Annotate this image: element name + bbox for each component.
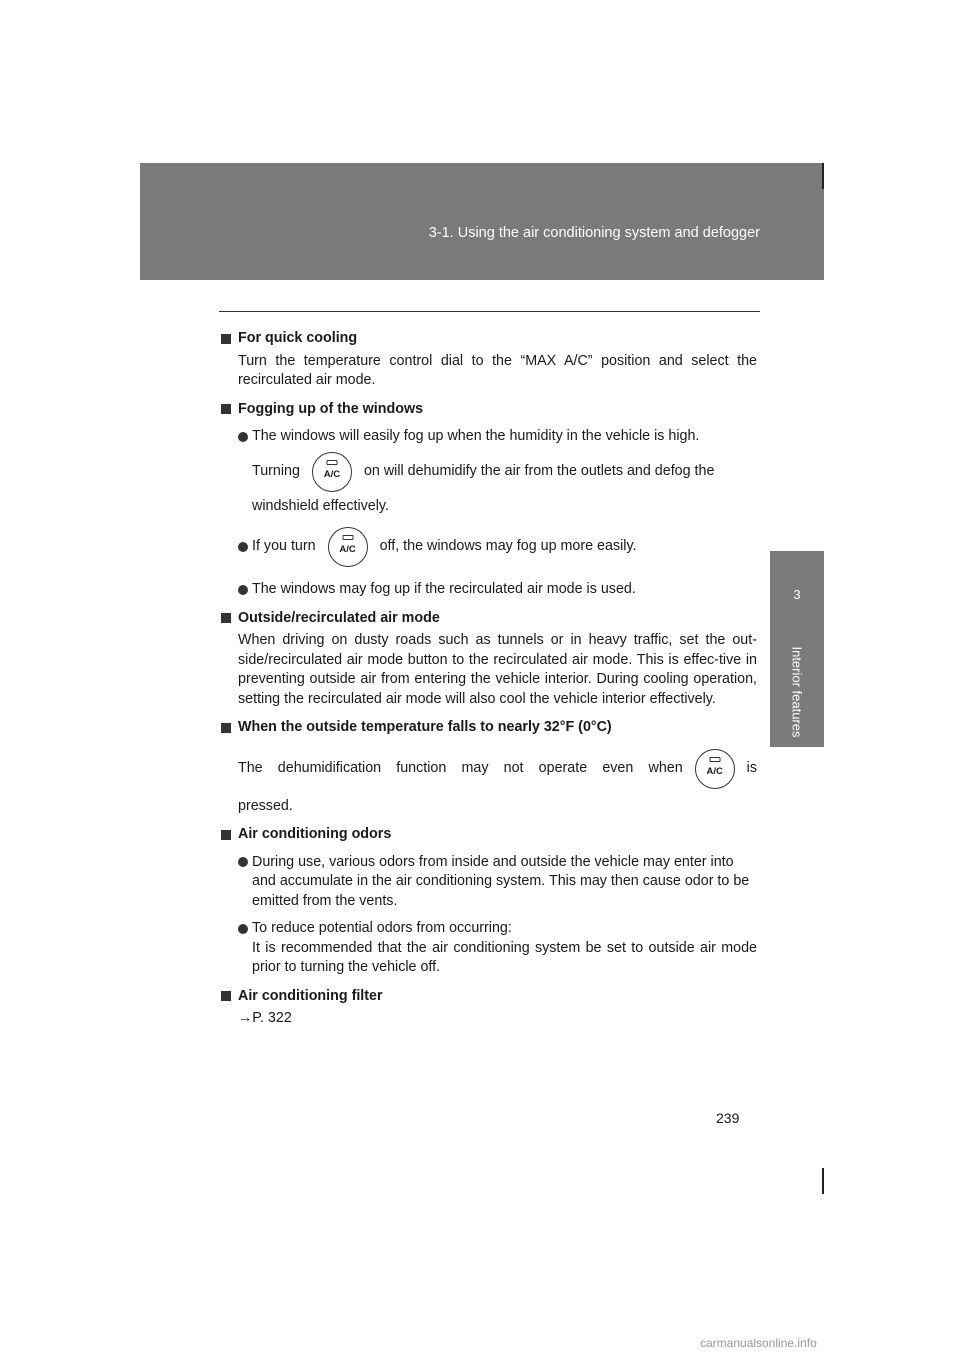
chapter-label: Interior features	[789, 646, 805, 738]
round-bullet-icon	[238, 432, 248, 442]
para-low-temp: The dehumidification function may not operate even when A/C is pressed.	[221, 741, 757, 817]
square-bullet-icon	[221, 723, 231, 733]
bullet-fogging-3: The windows may fog up if the recirculated air mode is used.	[221, 580, 757, 600]
square-bullet-icon	[221, 830, 231, 840]
square-bullet-icon	[221, 334, 231, 344]
bullet-fogging-2: If you turn A/C off, the windows may fog up more easily.	[221, 522, 757, 572]
square-bullet-icon	[221, 991, 231, 1001]
header-band	[140, 163, 824, 280]
heading-filter: Air conditioning filter	[221, 987, 757, 1007]
watermark: carmanualsonline.info	[700, 1336, 817, 1350]
para-outside-air: When driving on dusty roads such as tunnels or in heavy traffic, set the out-side/recirculated air mode button to the recirculated air mode. This is effec-tive in preventing outside air from entering the vehicle interior. During cooling operation, setting the recirculated air mode will also cool the vehicle interior effectively.	[238, 632, 757, 707]
heading-outside-air: Outside/recirculated air mode	[221, 609, 757, 629]
ac-button-icon: A/C	[328, 527, 368, 567]
page-content	[221, 329, 757, 1029]
round-bullet-icon	[238, 542, 248, 552]
bullet-odors-1: During use, various odors from inside and outside the vehicle may enter into and accumulate in the air conditioning system. This may then cause odor to be emitted from the vents.	[221, 853, 757, 912]
inline-row-turning: Turning A/C on will dehumidify the air from the outlets and defog the	[252, 447, 757, 497]
heading-odors: Air conditioning odors	[221, 825, 757, 845]
heading-fogging: Fogging up of the windows	[221, 400, 757, 420]
chapter-number-tab: 3	[770, 551, 824, 637]
section-title: 3-1. Using the air conditioning system and defogger	[428, 225, 760, 241]
bullet-fogging-1: The windows will easily fog up when the humidity in the vehicle is high. Turning A/C on will dehumidify the air from the outlets and defog the windshield effectively.	[221, 427, 757, 516]
square-bullet-icon	[221, 613, 231, 623]
chapter-label-tab	[770, 637, 824, 747]
heading-low-temp: When the outside temperature falls to nearly 32°F (0°C)	[221, 718, 757, 738]
page-number: 239	[716, 1110, 740, 1126]
header-rule	[219, 311, 760, 312]
heading-quick-cooling: For quick cooling	[221, 329, 757, 349]
para-quick-cooling: Turn the temperature control dial to the “MAX A/C” position and select the recirculated air mode.	[238, 352, 757, 388]
ac-button-icon: A/C	[312, 452, 352, 492]
square-bullet-icon	[221, 404, 231, 414]
footer-tick-mark	[822, 1168, 824, 1194]
header-tick-mark	[822, 163, 824, 189]
round-bullet-icon	[238, 857, 248, 867]
ac-button-icon: A/C	[695, 749, 735, 789]
round-bullet-icon	[238, 585, 248, 595]
page-reference: →P. 322	[238, 1010, 292, 1026]
round-bullet-icon	[238, 924, 248, 934]
bullet-odors-2: To reduce potential odors from occurring: It is recommended that the air conditioning system be set to outside air mode prior to turning the vehicle off.	[221, 919, 757, 978]
